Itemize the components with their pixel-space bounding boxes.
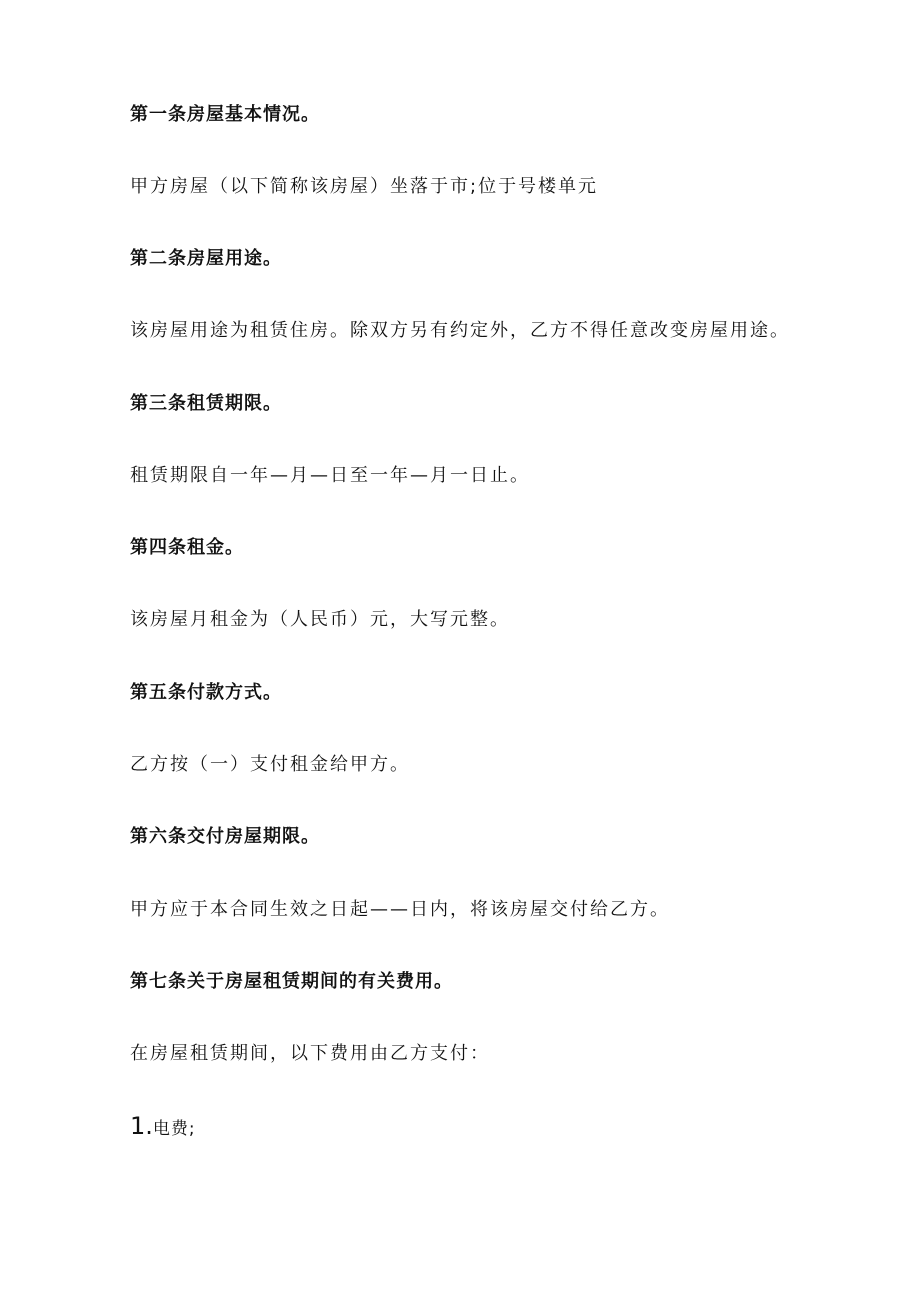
section-1-body: 甲方房屋（以下简称该房屋）坐落于市;位于号楼单元 [130, 176, 599, 197]
section-4-heading: 第四条租金。 [130, 537, 244, 558]
list-item-number: 1. [130, 1112, 153, 1140]
section-3-heading: 第三条租赁期限。 [130, 393, 282, 414]
section-7-body: 在房屋租赁期间，以下费用由乙方支付： [130, 1043, 490, 1064]
section-7-heading: 第七条关于房屋租赁期间的有关费用。 [130, 971, 453, 992]
section-5-heading: 第五条付款方式。 [130, 682, 282, 703]
section-3-body: 租赁期限自一年—月—日至一年—月一日止。 [130, 465, 530, 486]
section-4-body: 该房屋月租金为（人民币）元，大写元整。 [130, 609, 510, 630]
section-1-heading: 第一条房屋基本情况。 [130, 104, 320, 125]
section-6-body: 甲方应于本合同生效之日起——日内，将该房屋交付给乙方。 [130, 899, 670, 920]
list-item-text: 电费; [152, 1119, 196, 1139]
section-2-body: 该房屋用途为租赁住房。除双方另有约定外，乙方不得任意改变房屋用途。 [130, 320, 790, 341]
list-item [130, 1114, 196, 1141]
section-6-heading: 第六条交付房屋期限。 [130, 826, 320, 847]
section-5-body: 乙方按（一）支付租金给甲方。 [130, 754, 410, 775]
section-2-heading: 第二条房屋用途。 [130, 248, 282, 269]
